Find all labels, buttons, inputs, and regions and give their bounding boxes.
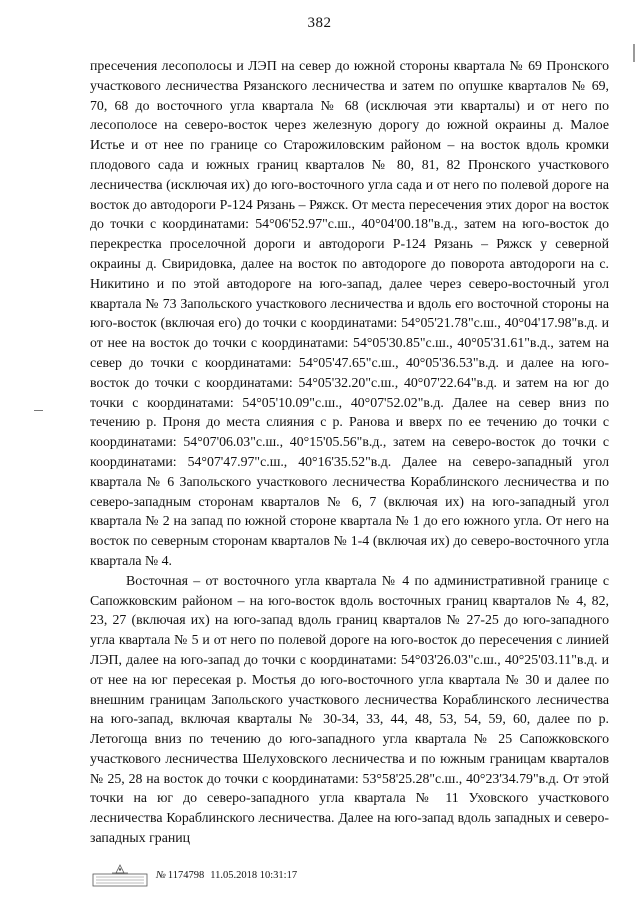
serial-datetime: 11.05.2018 10:31:17 <box>210 869 298 881</box>
serial-prefix: № <box>156 869 166 881</box>
coat-of-arms-stamp-icon <box>92 862 148 888</box>
document-footer <box>92 862 297 888</box>
document-body <box>90 56 609 848</box>
serial-number-line <box>156 870 297 881</box>
serial-number: 1174798 <box>167 869 205 881</box>
paragraph-boundary-continuation: пресечения лесополосы и ЛЭП на север до южной стороны квартала № 69 Пронского участкового лесничества Рязанского лесничества и затем по опушке кварталов № 69, 70, 68 до восточного угла квартала № 68 (исключая эти кварталы) и от него по лесополосе на северо-восток через железную дорогу до южной окраины д. Малое Истье и от нее по границе со Старожиловским районом – на восток вдоль кромки плодового сада и южных границ кварталов № 80, 81, 82 Пронского участкового лесничества (исключая их) до юго-восточного угла сада и от него по полевой дороге на восток до автодороги Р-124 Рязань – Ряжск. От места пересечения этих дорог на восток до точки с координатами: 54°06'52.97"с.ш., 40°04'00.18"в.д., затем на юго-восток до перекрестка проселочной дороги и автодороги Р-124 Рязань – Ряжск у северной окраины д. Свиридовка, далее на восток по автодороге до поворота автодороги на с. Никитино и по этой автодороге на юго-запад, далее через северо-восточный угол квартала № 73 Запольского участкового лесничества и вдоль его восточной стороны на юго-восток (включая его) до точки с координатами: 54°05'21.78"с.ш., 40°04'17.98"в.д. и от нее на восток до точки с координатами: 54°05'30.85"с.ш., 40°05'31.61"в.д., затем на север до точки с координатами: 54°05'47.65"с.ш., 40°05'36.53"в.д. и далее на юго-восток до точки с координатами: 54°05'32.20"с.ш., 40°07'22.64"в.д. и затем на юг до точки с координатами: 54°05'10.09"с.ш., 40°07'52.02"в.д. Далее на север вниз по течению р. Проня до места слияния с р. Ранова и вверх по ее течению до точки с координатами: 54°07'06.03"с.ш., 40°15'05.56"в.д., затем на северо-восток до точки с координатами: 54°07'47.97"с.ш., 40°16'35.52"в.д. Далее на северо-западный угол квартала № 6 Запольского участкового лесничества Кораблинского лесничества и по северо-западным сторонам кварталов № 6, 7 (включая их) на юго-западный угол квартала № 2 на запад по южной стороне квартала № 1 до его южного угла. От него на восток по северным сторонам кварталов № 1-4 (включая их) до северо-восточного угла квартала № 4. <box>90 58 609 568</box>
scan-edge-mark <box>633 44 635 62</box>
paragraph-eastern-boundary: Восточная – от восточного угла квартала № 4 по административной границе с Сапожковским районом – на юго-восток вдоль восточных границ кварталов № 4, 82, 23, 27 (включая их) на юго-запад вдоль границ кварталов № 27-25 до юго-западного угла квартала № 5 и от него по полевой дороге на юго-восток до пересечения с линией ЛЭП, далее на юго-запад до точки с координатами: 54°03'26.03"с.ш., 40°25'03.11"в.д. и от нее на юг пересекая р. Мостья до юго-восточного угла квартала № 30 и далее по внешним границам Запольского участкового лесничества Кораблинского лесничества на юго-запад, включая кварталы № 30-34, 33, 44, 48, 53, 54, 59, 60, далее по р. Летогоща вниз по течению до юго-западного угла квартала № 25 Сапожковского участкового лесничества Шелуховского лесничества и по южным границам кварталов № 25, 28 на восток до точки с координатами: 53°58'25.28"с.ш., 40°23'34.79"в.д. От этой точки на юг до северо-западного угла квартала № 11 Уховского участкового лесничества Кораблинского лесничества. Далее на юго-запад вдоль западных и северо-западных границ <box>90 572 609 846</box>
page-number: 382 <box>307 15 332 31</box>
margin-mark <box>34 410 43 411</box>
